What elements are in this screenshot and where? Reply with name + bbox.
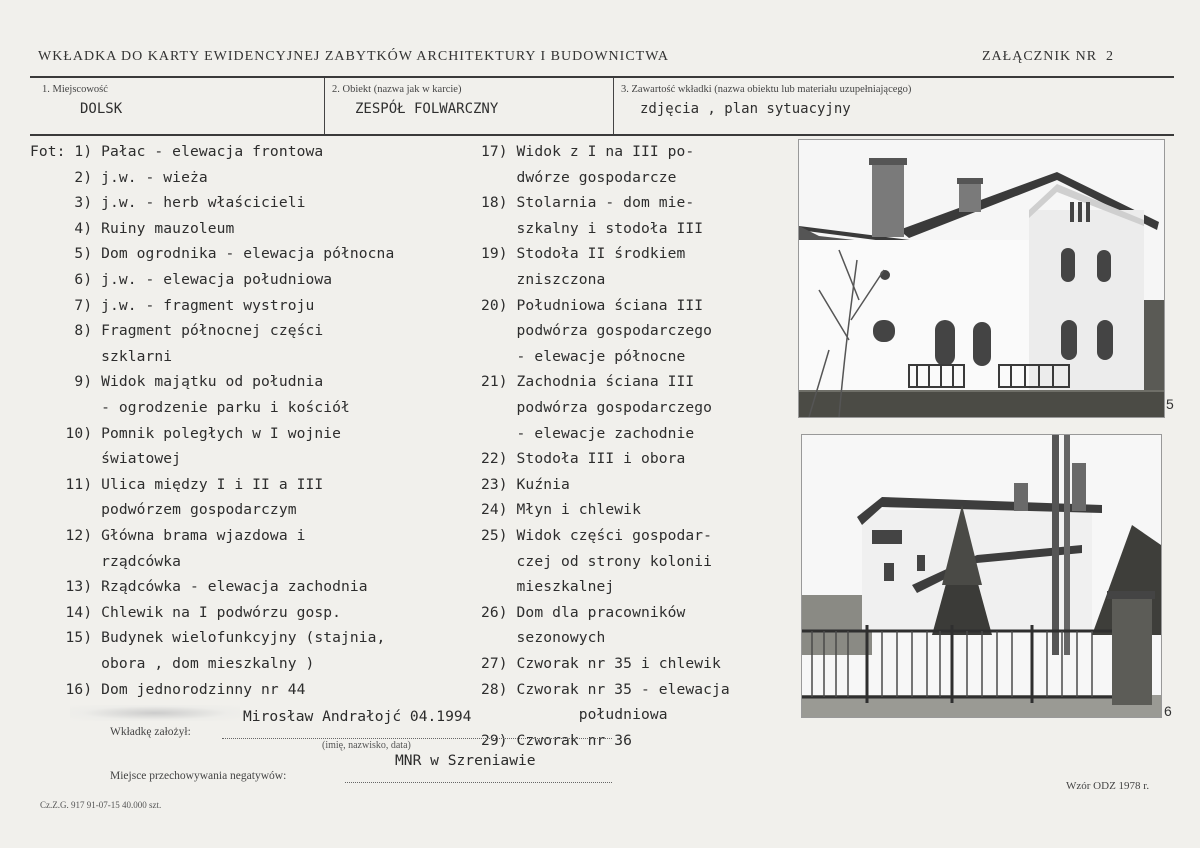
list-line: - elewacje północne (481, 347, 686, 365)
list-line: 14) Chlewik na I podwórzu gosp. (30, 603, 342, 621)
attachment-value: 2 (1106, 49, 1115, 64)
list-line: 28) Czworak nr 35 - elewacja (481, 680, 730, 698)
photo-6-number: 6 (1164, 703, 1172, 719)
list-line: 25) Widok części gospodar- (481, 527, 713, 544)
list-line: 18) Stolarnia - dom mie- (481, 194, 695, 212)
list-line: rządcówka (30, 552, 182, 570)
storage-label: Miejsce przechowywania negatywów: (110, 770, 287, 782)
list-line: czej od strony kolonii (481, 552, 713, 570)
list-line: 12) Główna brama wjazdowa i (30, 527, 306, 544)
list-line: dwórze gospodarcze (481, 168, 677, 186)
list-line: 9) Widok majątku od południa (30, 373, 324, 391)
author-dotted-line (222, 738, 612, 739)
list-line: 29) Czworak nr 36 (481, 731, 633, 749)
house-with-fence-photo-icon (802, 435, 1161, 717)
list-line: - ogrodzenie parku i kościół (30, 399, 350, 416)
list-line: 2) j.w. - wieża (30, 168, 208, 186)
list-line: 23) Kuźnia (481, 475, 570, 493)
list-line: 7) j.w. - fragment wystroju (30, 296, 315, 314)
list-line: 19) Stodoła II środkiem (481, 245, 686, 263)
list-line: szklarni (30, 347, 173, 365)
list-line: 8) Fragment północnej części (30, 322, 324, 340)
author-label: Wkładkę założył: (110, 726, 191, 738)
field-divider-2 (613, 78, 614, 134)
list-line: Fot: 1) Pałac - elewacja frontowa (30, 143, 324, 160)
photo-5 (798, 139, 1165, 418)
list-line: 4) Ruiny mauzoleum (30, 219, 235, 237)
list-line: 27) Czworak nr 35 i chlewik (481, 655, 721, 672)
storage-dotted-line (345, 782, 612, 783)
place-value: DOLSK (80, 101, 123, 117)
content-label: 3. Zawartość wkładki (nazwa obiektu lub materiału uzupełniającego) (621, 84, 912, 95)
list-line: 22) Stodoła III i obora (481, 450, 686, 468)
field-divider-1 (324, 78, 325, 134)
document-title: WKŁADKA DO KARTY EWIDENCYJNEJ ZABYTKÓW ARCHITEKTURY I BUDOWNICTWA (38, 49, 669, 64)
list-line: obora , dom mieszkalny ) (30, 655, 315, 672)
photo-6 (801, 434, 1162, 718)
object-value: ZESPÓŁ FOLWARCZNY (355, 101, 499, 117)
template-note: Wzór ODZ 1978 r. (1066, 780, 1150, 792)
photo-5-number: 5 (1166, 396, 1174, 412)
list-line: podwórzem gospodarczym (30, 501, 297, 519)
top-rule (30, 76, 1174, 78)
list-line: - elewacje zachodnie (481, 424, 695, 442)
list-line: 24) Młyn i chlewik (481, 501, 641, 519)
list-line: południowa (481, 706, 668, 724)
list-line: 15) Budynek wielofunkcyjny (stajnia, (30, 629, 386, 647)
attachment-number (982, 49, 1114, 65)
list-line: mieszkalnej (481, 578, 615, 596)
list-line: 6) j.w. - elewacja południowa (30, 271, 333, 288)
storage-value: MNR w Szreniawie (395, 752, 536, 769)
list-line: sezonowych (481, 629, 606, 647)
list-line: 20) Południowa ściana III (481, 296, 704, 314)
list-line: zniszczona (481, 271, 606, 288)
ink-smudge (70, 705, 240, 721)
list-line: 13) Rządcówka - elewacja zachodnia (30, 578, 368, 596)
author-value: Mirosław Andrałojć 04.1994 (243, 708, 472, 725)
list-line: 17) Widok z I na III po- (481, 143, 695, 160)
house-photo-icon (799, 140, 1164, 417)
list-line: 16) Dom jednorodzinny nr 44 (30, 680, 306, 698)
list-line: światowej (30, 450, 182, 468)
list-line: 11) Ulica między I i II a III (30, 475, 324, 493)
list-line: podwórza gospodarczego (481, 399, 713, 416)
list-line: podwórza gospodarczego (481, 322, 713, 340)
list-line: 21) Zachodnia ściana III (481, 373, 695, 391)
content-value: zdjęcia , plan sytuacyjny (640, 101, 851, 117)
list-line: 10) Pomnik poległych w I wojnie (30, 424, 342, 442)
list-line: szkalny i stodoła III (481, 219, 704, 237)
place-label: 1. Miejscowość (42, 84, 108, 95)
author-hint: (imię, nazwisko, data) (322, 740, 411, 751)
middle-rule (30, 134, 1174, 136)
object-label: 2. Obiekt (nazwa jak w karcie) (332, 84, 462, 95)
attachment-label: ZAŁĄCZNIK NR (982, 49, 1098, 64)
list-line: 3) j.w. - herb właścicieli (30, 194, 306, 212)
list-line: 5) Dom ogrodnika - elewacja północna (30, 245, 395, 263)
list-line: 26) Dom dla pracowników (481, 603, 686, 621)
print-code: Cz.Z.G. 917 91-07-15 40.000 szt. (40, 800, 162, 810)
